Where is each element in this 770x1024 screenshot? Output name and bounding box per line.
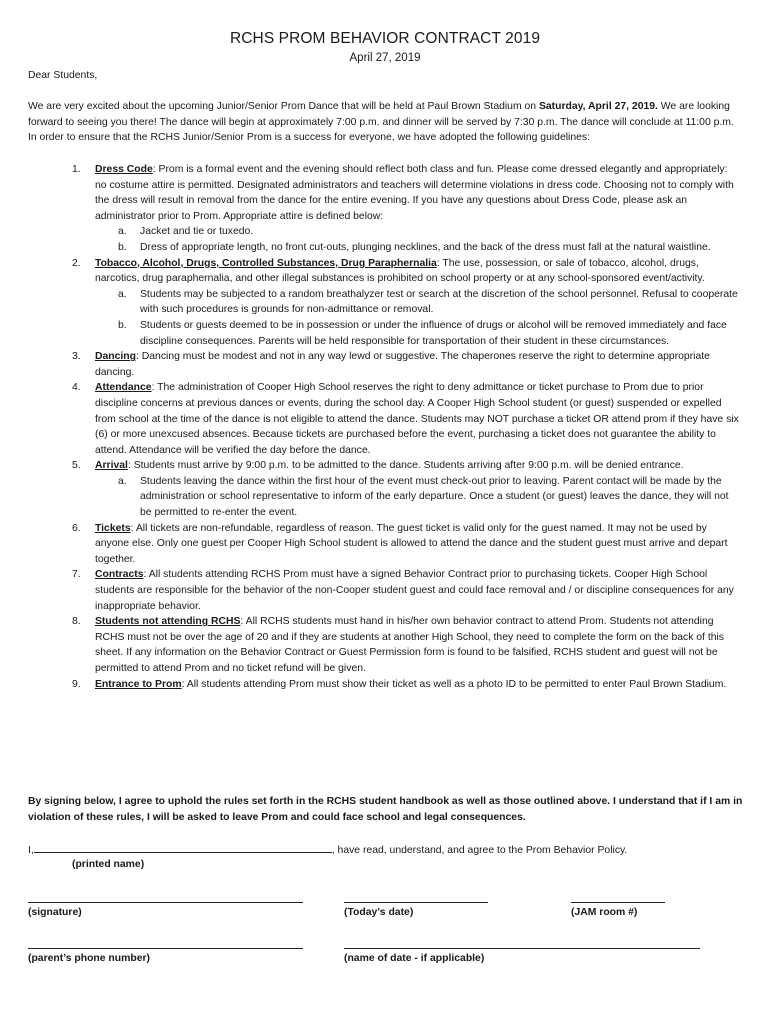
sub-item: [95, 287, 740, 318]
printed-name-field[interactable]: [34, 842, 332, 853]
rule-text: : All students attending Prom must show their ticket as well as a photo ID to be permitted to enter Paul Brown Stadium.: [181, 678, 727, 690]
parent-phone-label: (parent’s phone number): [28, 953, 150, 964]
signature-label: (signature): [28, 907, 82, 918]
rule-heading: Tobacco, Alcohol, Drugs, Controlled Substances, Drug Paraphernalia: [95, 257, 437, 269]
rule-dancing: [28, 349, 740, 380]
rule-number: 1.: [72, 164, 81, 175]
date-name-field[interactable]: [344, 948, 700, 949]
rule-tobacco-alcohol-drugs: [28, 256, 740, 350]
rule-heading: Tickets: [95, 522, 131, 534]
document-date: April 27, 2019: [349, 52, 421, 64]
intro-text-1: We are very excited about the upcoming Junior/Senior Prom Dance that will be held at Paul Brown Stadium on: [28, 101, 539, 112]
rule-students-not-attending: [28, 614, 740, 676]
rule-text: : Prom is a formal event and the evening should reflect both class and fun. Please come dressed elegantly and appropriately: no costume attire is permitted. Designated administrators and teachers will determine violations in dress code. Choosing not to comply with the dress will result in removal from the dance for the entire evening. If you have any questions about Dress Code, please ask an administrator prior to Prom. Appropriate attire is defined below:: [95, 164, 734, 222]
rule-number: 8.: [72, 616, 81, 628]
rule-number: 6.: [72, 522, 81, 534]
rule-arrival: [28, 458, 740, 520]
sub-letter: a.: [118, 475, 127, 487]
sub-text: Students may be subjected to a random breathalyzer test or search at the discretion of the school personnel. Refusal to cooperate with such procedures is grounds for non-admittance or removal.: [140, 288, 738, 316]
rule-tickets: [28, 521, 740, 568]
rule-number: 4.: [72, 382, 81, 394]
rule-attendance: [28, 380, 740, 458]
sub-text: Jacket and tie or tuxedo.: [140, 226, 254, 238]
sub-item: [95, 474, 740, 521]
todays-date-label: (Today’s date): [344, 907, 414, 918]
rule-heading: Contracts: [95, 569, 144, 581]
sub-item: [95, 240, 740, 256]
intro-paragraph: [28, 99, 740, 146]
printed-name-label: (printed name): [72, 859, 145, 870]
sub-letter: a.: [118, 226, 127, 238]
policy-agreement-text: , have read, understand, and agree to the Prom Behavior Policy.: [331, 845, 628, 856]
intro-event-date: Saturday, April 27, 2019.: [538, 101, 658, 112]
todays-date-field[interactable]: [344, 902, 488, 903]
salutation: Dear Students,: [28, 70, 98, 81]
sub-text: Dress of appropriate length, no front cut-outs, plunging necklines, and the back of the dress must fall at the natural waistline.: [140, 241, 711, 253]
rule-entrance: [28, 677, 740, 693]
rule-heading: Dancing: [95, 351, 136, 363]
jam-room-field[interactable]: [571, 902, 665, 903]
rule-text: : The use, possession, or sale of tobacco, alcohol, drugs, narcotics, drug paraphernalia, and other illegal substances is prohibited on school property or at any school-sponsored event/activity.: [95, 257, 705, 285]
rule-number: 5.: [72, 460, 81, 472]
sub-letter: a.: [118, 288, 127, 300]
rule-number: 2.: [72, 257, 81, 269]
rule-heading: Dress Code: [95, 164, 153, 175]
sub-letter: b.: [118, 241, 127, 253]
intro-text-2: We are looking forward to seeing you there! The dance will begin at approximately 7:00 p.m. and dinner will be served by 7:30 p.m. The dance will conclude at 11:00 p.m. In order to ensure that the RCHS Junior/Senior Prom is a success for everyone, we have adopted the following guidelines:: [28, 101, 734, 144]
rule-heading: Attendance: [95, 382, 152, 394]
rule-text: : Students must arrive by 9:00 p.m. to be admitted to the dance. Students arriving after 9:00 p.m. will be denied entrance.: [127, 460, 684, 472]
parent-phone-field[interactable]: [28, 948, 303, 949]
rule-heading: Students not attending RCHS: [95, 616, 241, 628]
rule-contracts: [28, 567, 740, 614]
jam-room-label: (JAM room #): [571, 907, 638, 918]
rule-text: : All students attending RCHS Prom must have a signed Behavior Contract prior to purchasing tickets. Cooper High School students are responsible for the behavior of the non-Cooper student guest and could face removal and / or discipline consequences for any inappropriate behavior.: [95, 569, 734, 612]
signature-field[interactable]: [28, 902, 303, 903]
printed-name-line: [28, 842, 627, 859]
date-name-label: (name of date - if applicable): [344, 953, 485, 964]
rule-number: 3.: [72, 351, 81, 363]
i-prefix: I,: [28, 845, 34, 856]
sub-item: [95, 318, 740, 349]
rule-heading: Entrance to Prom: [95, 678, 182, 690]
rule-text: : All tickets are non-refundable, regardless of reason. The guest ticket is valid only for the guest named. It may not be used by anyone else. Only one guest per Cooper High School student is allowed to attend the dance and the student guest must arrive and depart together.: [95, 522, 728, 565]
sub-text: Students leaving the dance within the first hour of the event must check-out prior to leaving. Parent contact will be made by the administration or school representative to inform of the early departure. Once a student (or guest) leaves the dance, they will not be permitted to re-enter the event.: [140, 475, 729, 519]
sub-item: [95, 224, 740, 240]
rule-text: : Dancing must be modest and not in any way lewd or suggestive. The chaperones reserve the right to determine appropriate dancing.: [95, 351, 710, 378]
sub-text: Students or guests deemed to be in possession or under the influence of drugs or alcohol will be removed immediately and face discipline consequences. Parents will be held responsible for transportation of their student in these circumstances.: [140, 319, 727, 347]
agreement-statement: By signing below, I agree to uphold the rules set forth in the RCHS student handbook as well as those outlined above. I understand that if I am in violation of these rules, I will be asked to leave Prom and could face school and legal consequences.: [28, 796, 743, 823]
sub-list: [95, 287, 740, 349]
sub-letter: b.: [118, 319, 127, 331]
rule-number: 7.: [72, 569, 81, 581]
rule-text: : The administration of Cooper High School reserves the right to deny admittance or ticket purchase to Prom due to prior discipline concerns at previous dances or events, during the school day. A Cooper High School student (or guest) suspended or expelled from school at the time of the dance is not eligible to attend the dance. Students may NOT purchase a ticket OR attend prom if they have six (6) or more unexcused absences. Because tickets are purchased before the event, purchasing a ticket does not guarantee the ability to attend. Attendance will be verified the day before the dance.: [95, 382, 739, 456]
rule-heading: Arrival: [95, 460, 128, 472]
rule-text: : All RCHS students must hand in his/her own behavior contract to attend Prom. Students not attending RCHS must not be over the age of 20 and if they are students at another High School, they need to complete the form on the back of this sheet. If any information on the Behavior Contract or Guest Permission form is found to be falsified, RCHS student and guest will not be permitted to attend Prom and no ticket refund will be given.: [95, 616, 725, 674]
document-title: RCHS PROM BEHAVIOR CONTRACT 2019: [229, 30, 541, 47]
guidelines-list: [28, 162, 740, 692]
rule-dress-code: [28, 162, 740, 256]
rule-number: 9.: [72, 678, 81, 690]
sub-list: [95, 474, 740, 521]
sub-list: [95, 224, 740, 255]
